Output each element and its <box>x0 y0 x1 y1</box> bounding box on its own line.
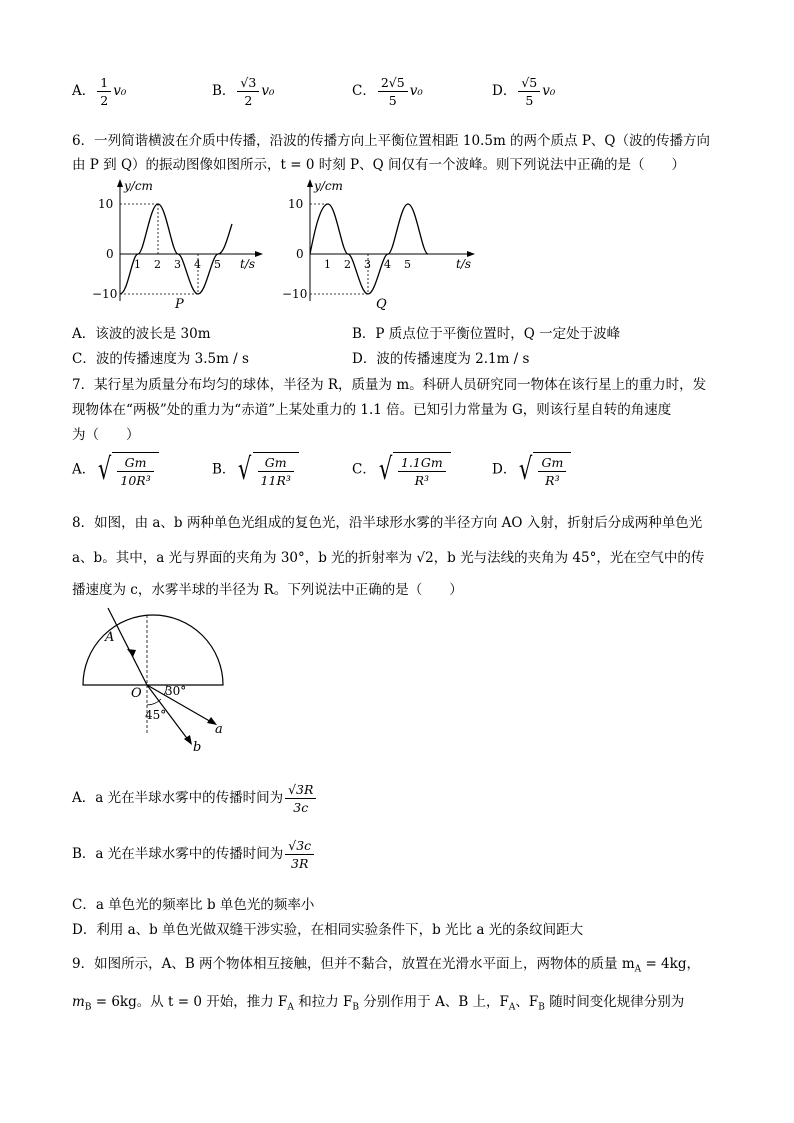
fig-ray-b: b <box>193 740 202 755</box>
fig-angle-45: 45° <box>145 708 167 722</box>
graph-q-tick-5: 5 <box>404 258 411 271</box>
graph-p-xlabel: t/s <box>240 257 256 271</box>
q6-option-d: D．波的传播速度为 2.1m / s <box>352 351 530 367</box>
graph-q-tick-2: 2 <box>344 258 351 271</box>
graph-q-ylabel: y/cm <box>314 179 343 193</box>
q6-graph-p <box>80 176 265 311</box>
q7-option-a: A．√ $\frac{Gm}{\text{10R³}}$ <box>72 452 159 488</box>
q7-stem-line2: 现物体在“两极”处的重力为“赤道”上某处重力的 1.1 倍。已知引力常量为 G，则该行星自转的角速度 <box>72 402 672 418</box>
graph-p-tick-5: 5 <box>214 258 221 271</box>
graph-p-ybottom: −10 <box>92 287 118 301</box>
q8-figure <box>75 605 240 755</box>
fig-label-o: O <box>131 686 142 701</box>
graph-q-caption: Q <box>376 297 387 311</box>
q9-stem-line1: 9．如图所示，A、B 两个物体相互接触，但并不黏合，放置在光滑水平面上，两物体的质量 $m_A = 4kg$， <box>72 956 700 975</box>
graph-p-caption: P <box>175 297 184 311</box>
q6-graph-q <box>270 176 485 311</box>
fig-angle-30: 30° <box>165 684 187 698</box>
q7-stem-line3: 为（ ） <box>72 427 140 443</box>
q8-option-b: B．a 光在半球水雾中的传播时间为 $\frac{√3c}{3R}$ <box>72 838 316 871</box>
graph-q-tick-3: 3 <box>364 258 371 271</box>
q6-stem-line1: 6．一列简谐横波在介质中传播，沿波的传播方向上平衡位置相距 10.5m 的两个质点 P、Q（波的传播方向 <box>72 133 710 149</box>
q5-option-c: C． $\frac{2√5}{5}$ v₀ <box>352 75 423 108</box>
q8-stem-line2: a、b。其中，a 光与界面的夹角为 30°，b 光的折射率为 √2，b 光与法线的夹角为 45°，光在空气中的传 <box>72 550 705 566</box>
graph-p-ytop: 10 <box>98 197 114 211</box>
q7-option-d: D．√ $\frac{Gm}{\text{R³}}$ <box>492 452 571 488</box>
graph-p-ylabel: y/cm <box>124 179 153 193</box>
q8-option-c: C．a 单色光的频率比 b 单色光的频率小 <box>72 897 315 913</box>
q8-option-a: A．a 光在半球水雾中的传播时间为 $\frac{√3R}{3c}$ <box>72 782 318 815</box>
q9-stem-line2: $m_B = 6kg$。从 t = 0 开始，推力 $F_A$ 和拉力 $F_B$ 分别作用于 A、B 上，$F_A$、$F_B$ 随时间变化规律分别为 <box>72 994 685 1013</box>
graph-q-xlabel: t/s <box>456 257 472 271</box>
q6-option-c: C．波的传播速度为 3.5m / s <box>72 351 249 367</box>
q6-option-a: A．该波的波长是 30m <box>72 326 211 342</box>
graph-q-origin: 0 <box>296 247 304 261</box>
fig-ray-a: a <box>215 722 223 737</box>
q7-option-c: C．√ $\frac{1.1Gm}{\text{R³}}$ <box>352 452 451 488</box>
graph-q-ytop: 10 <box>288 197 304 211</box>
graph-q-ybottom: −10 <box>282 287 308 301</box>
q5-option-d: D． $\frac{√5}{5}$ v₀ <box>492 75 556 108</box>
graph-p-tick-1: 1 <box>134 258 141 271</box>
q8-stem-line3: 播速度为 c，水雾半球的半径为 R。下列说法中正确的是（ ） <box>72 582 463 598</box>
q5-option-b: B． $\frac{√3}{2}$ v₀ <box>212 75 275 108</box>
q8-option-d: D．利用 a、b 单色光做双缝干涉实验，在相同实验条件下，b 光比 a 光的条纹间距大 <box>72 922 584 938</box>
q5-option-a: A． $\frac{1}{2}$ v₀ <box>72 75 127 108</box>
graph-p-origin: 0 <box>106 247 114 261</box>
q6-stem-line2: 由 P 到 Q）的振动图像如图所示，t = 0 时刻 P、Q 间仅有一个波峰。则下列说法中正确的是（ ） <box>72 157 685 173</box>
q7-stem-line1: 7．某行星为质量分布均匀的球体，半径为 R，质量为 m。科研人员研究同一物体在该行星上的重力时，发 <box>72 377 707 393</box>
q7-option-b: B．√ $\frac{Gm}{\text{11R³}}$ <box>212 452 299 488</box>
q6-option-b: B．P 质点位于平衡位置时，Q 一定处于波峰 <box>352 326 621 342</box>
graph-p-tick-3: 3 <box>174 258 181 271</box>
graph-q-tick-1: 1 <box>324 258 331 271</box>
graph-q-tick-4: 4 <box>384 258 391 271</box>
fig-label-a-point: A <box>105 630 115 645</box>
graph-p-tick-2: 2 <box>154 258 161 271</box>
q8-stem-line1: 8．如图，由 a、b 两种单色光组成的复色光，沿半球形水雾的半径方向 AO 入射，折射后分成两种单色光 <box>72 515 703 531</box>
graph-p-tick-4: 4 <box>194 258 201 271</box>
